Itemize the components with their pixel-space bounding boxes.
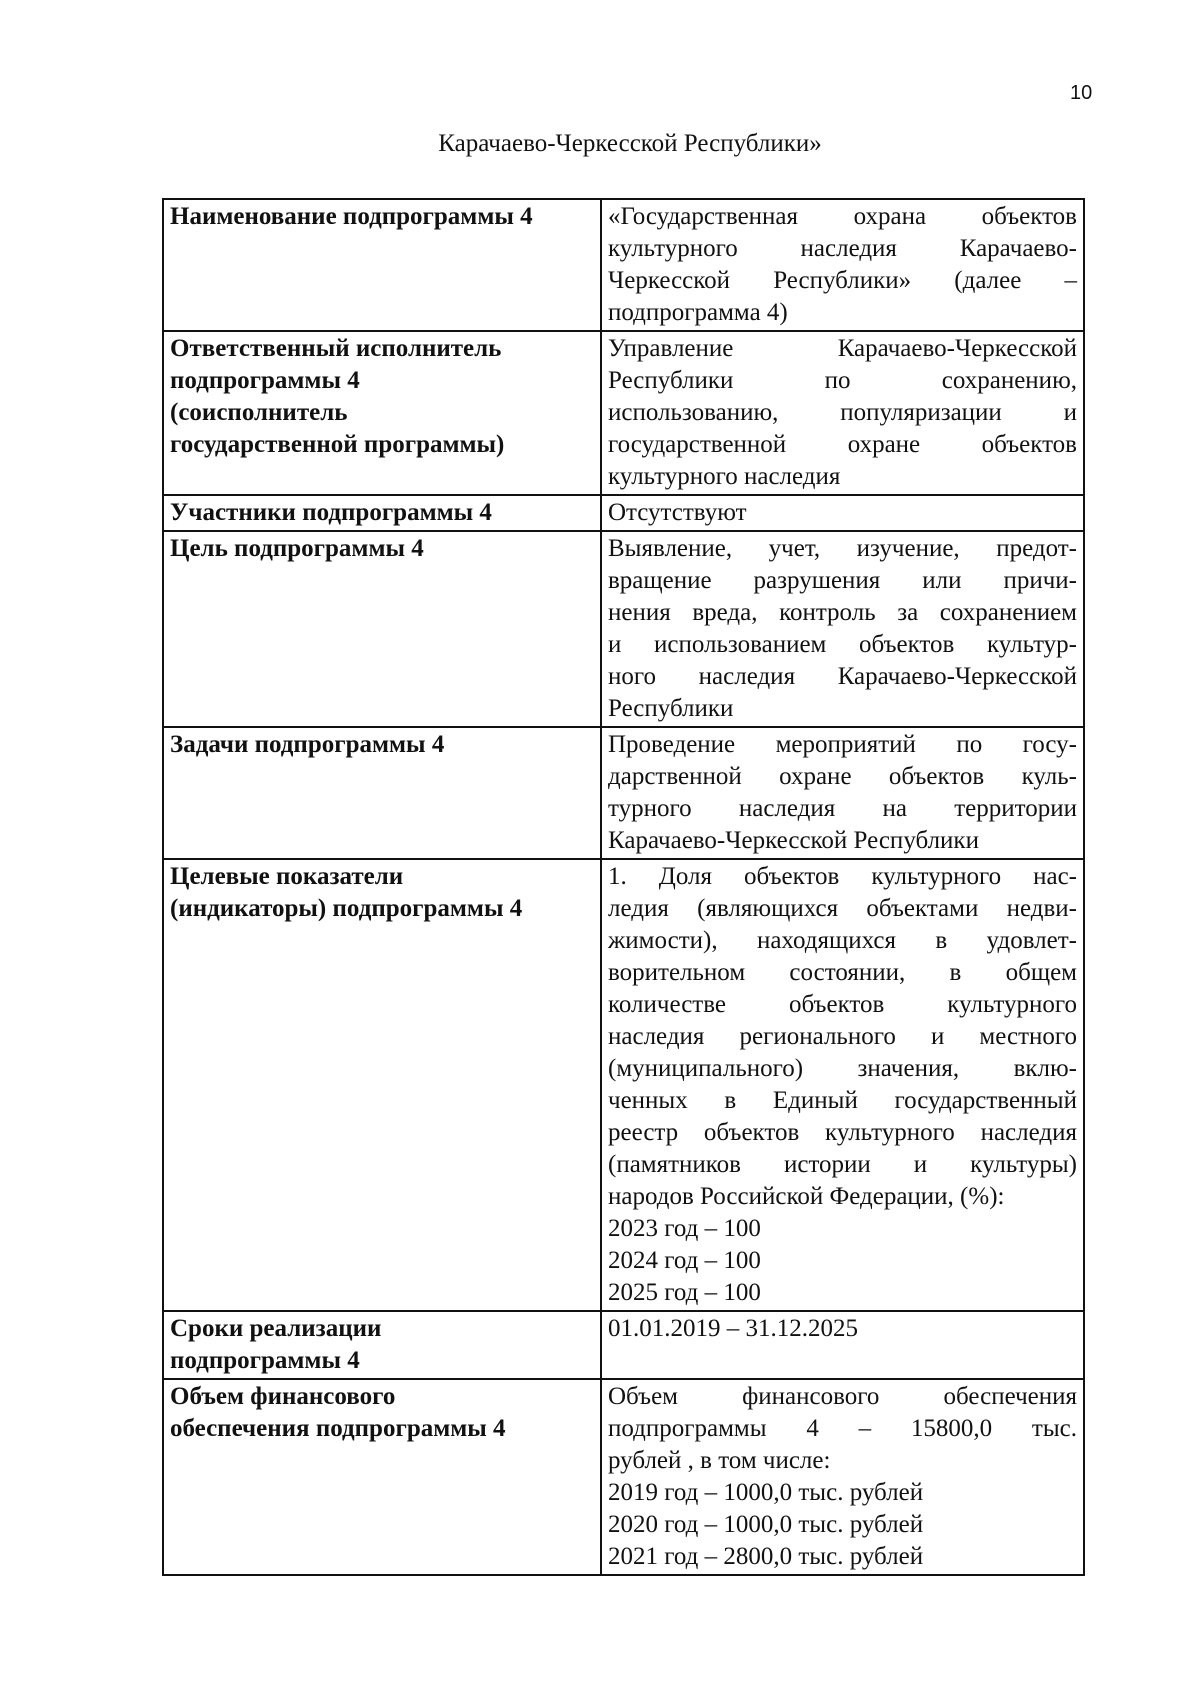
row-label-line: (индикаторы) подпрограммы 4 bbox=[170, 895, 523, 922]
row-value-line: подпрограмма 4) bbox=[608, 299, 788, 326]
row-label-line: Целевые показатели bbox=[170, 863, 404, 890]
row-value-line: Черкесской Республики» (далее – bbox=[608, 267, 1077, 294]
row-label-cell bbox=[163, 531, 601, 727]
row-value-line: Республики по сохранению, bbox=[608, 367, 1077, 394]
row-value-line: турного наследия на территории bbox=[608, 795, 1077, 822]
subprogram-passport-table bbox=[162, 198, 1085, 1576]
row-label-line: Ответственный исполнитель bbox=[170, 335, 502, 362]
row-value-line: реестр объектов культурного наследия bbox=[608, 1119, 1077, 1146]
row-label-cell bbox=[163, 859, 601, 1311]
row-value-line: 2023 год – 100 bbox=[608, 1215, 761, 1242]
row-value-line: ворительном состоянии, в общем bbox=[608, 959, 1077, 986]
row-label-line: Цель подпрограммы 4 bbox=[170, 535, 424, 562]
row-label-line: подпрограммы 4 bbox=[170, 367, 360, 394]
row-label-cell bbox=[163, 1311, 601, 1379]
row-value-cell bbox=[601, 331, 1084, 495]
passport-row bbox=[163, 1379, 1084, 1575]
row-value-line: количестве объектов культурного bbox=[608, 991, 1077, 1018]
row-value-line: наследия регионального и местного bbox=[608, 1023, 1077, 1050]
passport-table-body bbox=[163, 199, 1084, 1575]
row-value-line: ного наследия Карачаево-Черкесской bbox=[608, 663, 1077, 690]
passport-row bbox=[163, 727, 1084, 859]
passport-row bbox=[163, 331, 1084, 495]
page-header-continuation: Карачаево-Черкесской Республики» bbox=[438, 130, 822, 157]
row-value-line: (памятников истории и культуры) bbox=[608, 1151, 1077, 1178]
row-label-cell bbox=[163, 1379, 601, 1575]
row-value-line: Республики bbox=[608, 695, 734, 722]
passport-row bbox=[163, 1311, 1084, 1379]
row-value-line: Управление Карачаево-Черкесской bbox=[608, 335, 1077, 362]
row-value-line: «Государственная охрана объектов bbox=[608, 203, 1077, 230]
row-label-line: Участники подпрограммы 4 bbox=[170, 499, 492, 526]
passport-row bbox=[163, 495, 1084, 531]
row-value-line: (муниципального) значения, вклю- bbox=[608, 1055, 1077, 1082]
row-value-line: 2025 год – 100 bbox=[608, 1279, 761, 1306]
row-label-line: обеспечения подпрограммы 4 bbox=[170, 1415, 506, 1442]
row-label-line: Объем финансового bbox=[170, 1383, 396, 1410]
row-value-line: жимости), находящихся в удовлет- bbox=[608, 927, 1077, 954]
row-value-line: Отсутствуют bbox=[608, 499, 747, 526]
row-value-line: дарственной охране объектов куль- bbox=[608, 763, 1077, 790]
row-value-line: 2020 год – 1000,0 тыс. рублей bbox=[608, 1511, 924, 1538]
row-value-line: Карачаево-Черкесской Республики bbox=[608, 827, 979, 854]
row-label-cell bbox=[163, 199, 601, 331]
row-value-cell bbox=[601, 199, 1084, 331]
row-label-line: Задачи подпрограммы 4 bbox=[170, 731, 445, 758]
row-value-cell bbox=[601, 495, 1084, 531]
row-label-line: Наименование подпрограммы 4 bbox=[170, 203, 533, 230]
row-label-line: подпрограммы 4 bbox=[170, 1347, 360, 1374]
row-value-line: Выявление, учет, изучение, предот- bbox=[608, 535, 1077, 562]
row-value-line: 1. Доля объектов культурного нас- bbox=[608, 863, 1077, 890]
row-label-line: Сроки реализации bbox=[170, 1315, 382, 1342]
page-number: 10 bbox=[1070, 82, 1093, 104]
row-label-cell bbox=[163, 495, 601, 531]
row-value-line: государственной охране объектов bbox=[608, 431, 1077, 458]
row-value-line: 2021 год – 2800,0 тыс. рублей bbox=[608, 1543, 924, 1570]
row-label-cell bbox=[163, 727, 601, 859]
row-value-line: ченных в Единый государственный bbox=[608, 1087, 1077, 1114]
row-label-line: (соисполнитель bbox=[170, 399, 348, 426]
passport-row bbox=[163, 859, 1084, 1311]
row-value-line: использованию, популяризации и bbox=[608, 399, 1077, 426]
row-value-line: вращение разрушения или причи- bbox=[608, 567, 1077, 594]
row-value-cell bbox=[601, 1379, 1084, 1575]
passport-row bbox=[163, 199, 1084, 331]
row-value-line: 2019 год – 1000,0 тыс. рублей bbox=[608, 1479, 924, 1506]
row-value-cell bbox=[601, 1311, 1084, 1379]
row-value-cell bbox=[601, 531, 1084, 727]
row-value-cell bbox=[601, 727, 1084, 859]
row-value-line: подпрограммы 4 – 15800,0 тыс. bbox=[608, 1415, 1077, 1442]
row-value-line: Объем финансового обеспечения bbox=[608, 1383, 1077, 1410]
passport-row bbox=[163, 531, 1084, 727]
row-value-line: Проведение мероприятий по госу- bbox=[608, 731, 1077, 758]
row-value-line: нения вреда, контроль за сохранением bbox=[608, 599, 1077, 626]
row-label-cell bbox=[163, 331, 601, 495]
row-value-line: ледия (являющихся объектами недви- bbox=[608, 895, 1077, 922]
row-label-line: государственной программы) bbox=[170, 431, 505, 458]
row-value-line: культурного наследия Карачаево- bbox=[608, 235, 1077, 262]
row-value-line: культурного наследия bbox=[608, 463, 841, 490]
row-value-line: рублей , в том числе: bbox=[608, 1447, 831, 1474]
row-value-line: 01.01.2019 – 31.12.2025 bbox=[608, 1315, 858, 1342]
row-value-cell bbox=[601, 859, 1084, 1311]
row-value-line: и использованием объектов культур- bbox=[608, 631, 1077, 658]
row-value-line: 2024 год – 100 bbox=[608, 1247, 761, 1274]
row-value-line: народов Российской Федерации, (%): bbox=[608, 1183, 1005, 1210]
